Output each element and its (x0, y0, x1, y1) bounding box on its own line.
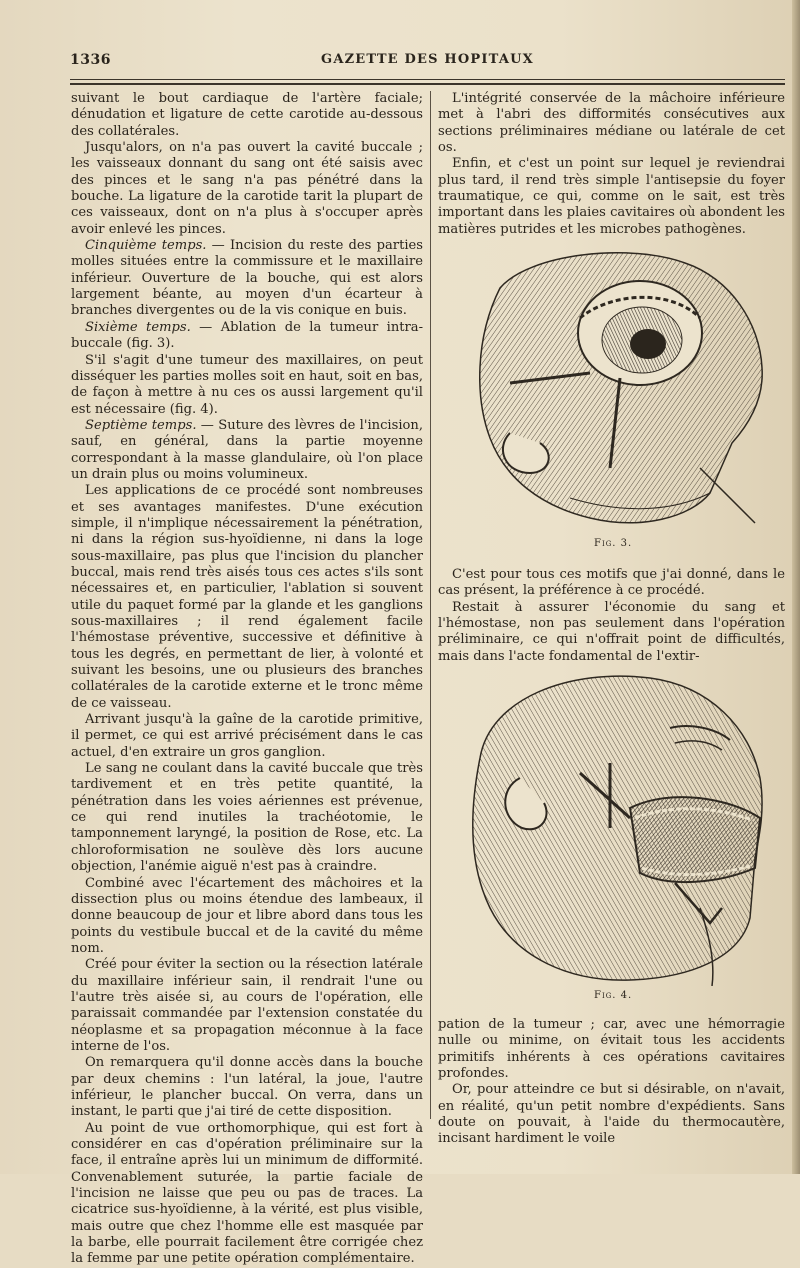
paragraph: L'intégrité conservée de la mâchoire inférieure met à l'abri des difformités consécutives aux sections préliminaires médiane ou latérale de cet os. (438, 91, 785, 156)
paragraph: Enfin, et c'est un point sur lequel je reviendrai plus tard, il rend très simple l'antisepsie du foyer traumatique, ce qui, comme on le sait, est très important dans les plaies cavitaires où abondent les matières putrides et les microbes pathogènes. (438, 156, 785, 237)
section-heading-italic: Cinquième temps. (85, 238, 207, 254)
header-rule-thick (70, 83, 785, 85)
paragraph: Restait à assurer l'économie du sang et l'hémostase, non pas seulement dans l'opération préliminaire, ce qui n'offrait point de difficultés, mais dans l'acte fondamental de l'extir- (438, 599, 785, 664)
right-column-top (438, 91, 785, 238)
paragraph: Au point de vue orthomorphique, qui est fort à considérer en cas d'opération préliminaire sur la face, il entraîne après lui un minimum de difformité. Convenablement suturée, la partie faciale de l'incision ne laisse que peu ou pas de traces. La cicatrice sus-hyoïdienne, à la vérité, est plus visible, mais outre que chez l'homme elle est masquée par la barbe, elle pourrait facilement être corrigée chez la femme par une petite opération complémentaire. (71, 1120, 423, 1267)
figure-4-illustration (460, 668, 772, 986)
paragraph: Le sang ne coulant dans la cavité buccale que très tardivement et en très petite quantité, la pénétration dans les voies aériennes est prévenue, ce qui rend inutiles la trachéotomie, le tamponnement laryngé, la position de Rose, etc. La chloroformisation ne soulève dès lors aucune objection, l'anémie aiguë n'est pas à craindre. (71, 761, 423, 875)
paragraph: Jusqu'alors, on n'a pas ouvert la cavité buccale ; les vaisseaux donnant du sang ont été saisis avec des pinces et le sang n'a pas pénétré dans la bouche. La ligature de la carotide tarit la plupart de ces vaisseaux, dont on n'a plus à s'occuper après avoir enlevé les pinces. (71, 140, 423, 237)
paragraph: C'est pour tous ces motifs que j'ai donné, dans le cas présent, la préférence à ce procédé. (438, 567, 785, 599)
paragraph-text: — Suture des lèvres de l'incision, sauf, en général, dans la partie moyenne correspondant à la masse glandulaire, où l'on place un drain plus ou moins volumineux. (71, 417, 423, 482)
paragraph: suivant le bout cardiaque de l'artère faciale; dénudation et ligature de cette carotide au-dessous des collatérales. (71, 91, 423, 139)
section-heading-italic: Septième temps. (85, 417, 197, 433)
paragraph: S'il s'agit d'une tumeur des maxillaires, on peut disséquer les parties molles soit en haut, soit en bas, de façon à mettre à nu ces os aussi largement qu'il est nécessaire (fig. 4). (71, 352, 423, 417)
paragraph: Créé pour éviter la section ou la résection latérale du maxillaire inférieur sain, il rendrait l'une ou l'autre très aisée si, au cours de l'opération, elle paraissait commandée par l'extension constatée du néoplasme et sa propagation méconnue à la face interne de l'os. (71, 957, 423, 1054)
paragraph-text: — Incision du reste des parties molles situées entre la commissure et le maxillaire inférieur. Ouverture de la bouche, qui est alors largement béante, au moyen d'un écarteur à branches divergentes ou de la vis conique en buis. (71, 238, 423, 319)
paragraph (71, 238, 423, 320)
right-column-middle (438, 567, 785, 665)
section-heading-italic: Sixième temps. (85, 319, 191, 335)
page-number: 1336 (70, 52, 111, 68)
paragraph-text: — Ablation de la tumeur intra-buccale (fig. 3). (71, 319, 424, 352)
left-column (71, 91, 423, 1268)
book-spine-edge (792, 0, 800, 1174)
surgical-head-retracted-jaw-icon (460, 668, 772, 986)
paragraph: On remarquera qu'il donne accès dans la bouche par deux chemins : l'un latéral, la joue, l'autre inférieur, le plancher buccal. On verra, dans un instant, le parti que j'ai tiré de cette disposition. (71, 1055, 423, 1120)
paragraph: pation de la tumeur ; car, avec une hémorragie nulle ou minime, on évitait tous les accidents primitifs inhérents à ces opérations cavitaires profondes. (438, 1017, 785, 1082)
paragraph (71, 320, 423, 353)
figure-3-illustration (470, 248, 770, 533)
paragraph (71, 418, 423, 483)
page-header (70, 52, 785, 74)
right-column-bottom (438, 1017, 785, 1148)
figure-4-caption: Fig. 4. (594, 990, 633, 1001)
column-divider (430, 91, 431, 1119)
surgical-head-open-mouth-icon (470, 248, 770, 533)
paragraph: Or, pour atteindre ce but si désirable, on n'avait, en réalité, qu'un petit nombre d'expédients. Sans doute on pouvait, à l'aide du thermocautère, incisant hardiment le voile (438, 1082, 785, 1147)
header-rule-thin (70, 79, 785, 80)
paragraph: Les applications de ce procédé sont nombreuses et ses avantages manifestes. D'une exécution simple, il n'implique nécessairement la pénétration, ni dans la région sus-hyoïdienne, ni dans la loge sous-maxillaire, pas plus que l'incision du plancher buccal, mais rend très aisés tous ces actes s'ils sont nécessaires et, en particulier, l'ablation si souvent utile du paquet formé par la glande et les ganglions sous-maxillaires ; il rend également facile l'hémostase préventive, successive et définitive à tous les degrés, en permettant de lier, à volonté et suivant les besoins, une ou plusieurs des branches collatérales de la carotide externe et le tronc même de ce vaisseau. (71, 483, 423, 711)
running-title: GAZETTE DES HOPITAUX (321, 52, 534, 67)
figure-3-caption: Fig. 3. (594, 538, 633, 549)
paragraph: Combiné avec l'écartement des mâchoires et la dissection plus ou moins étendue des lambeaux, il donne beaucoup de jour et libre abord dans tous les points du vestibule buccal et de la cavité du même nom. (71, 875, 423, 956)
paragraph: Arrivant jusqu'à la gaîne de la carotide primitive, il permet, ce qui est arrivé précisément dans le cas actuel, d'en extraire un gros ganglion. (71, 712, 423, 760)
